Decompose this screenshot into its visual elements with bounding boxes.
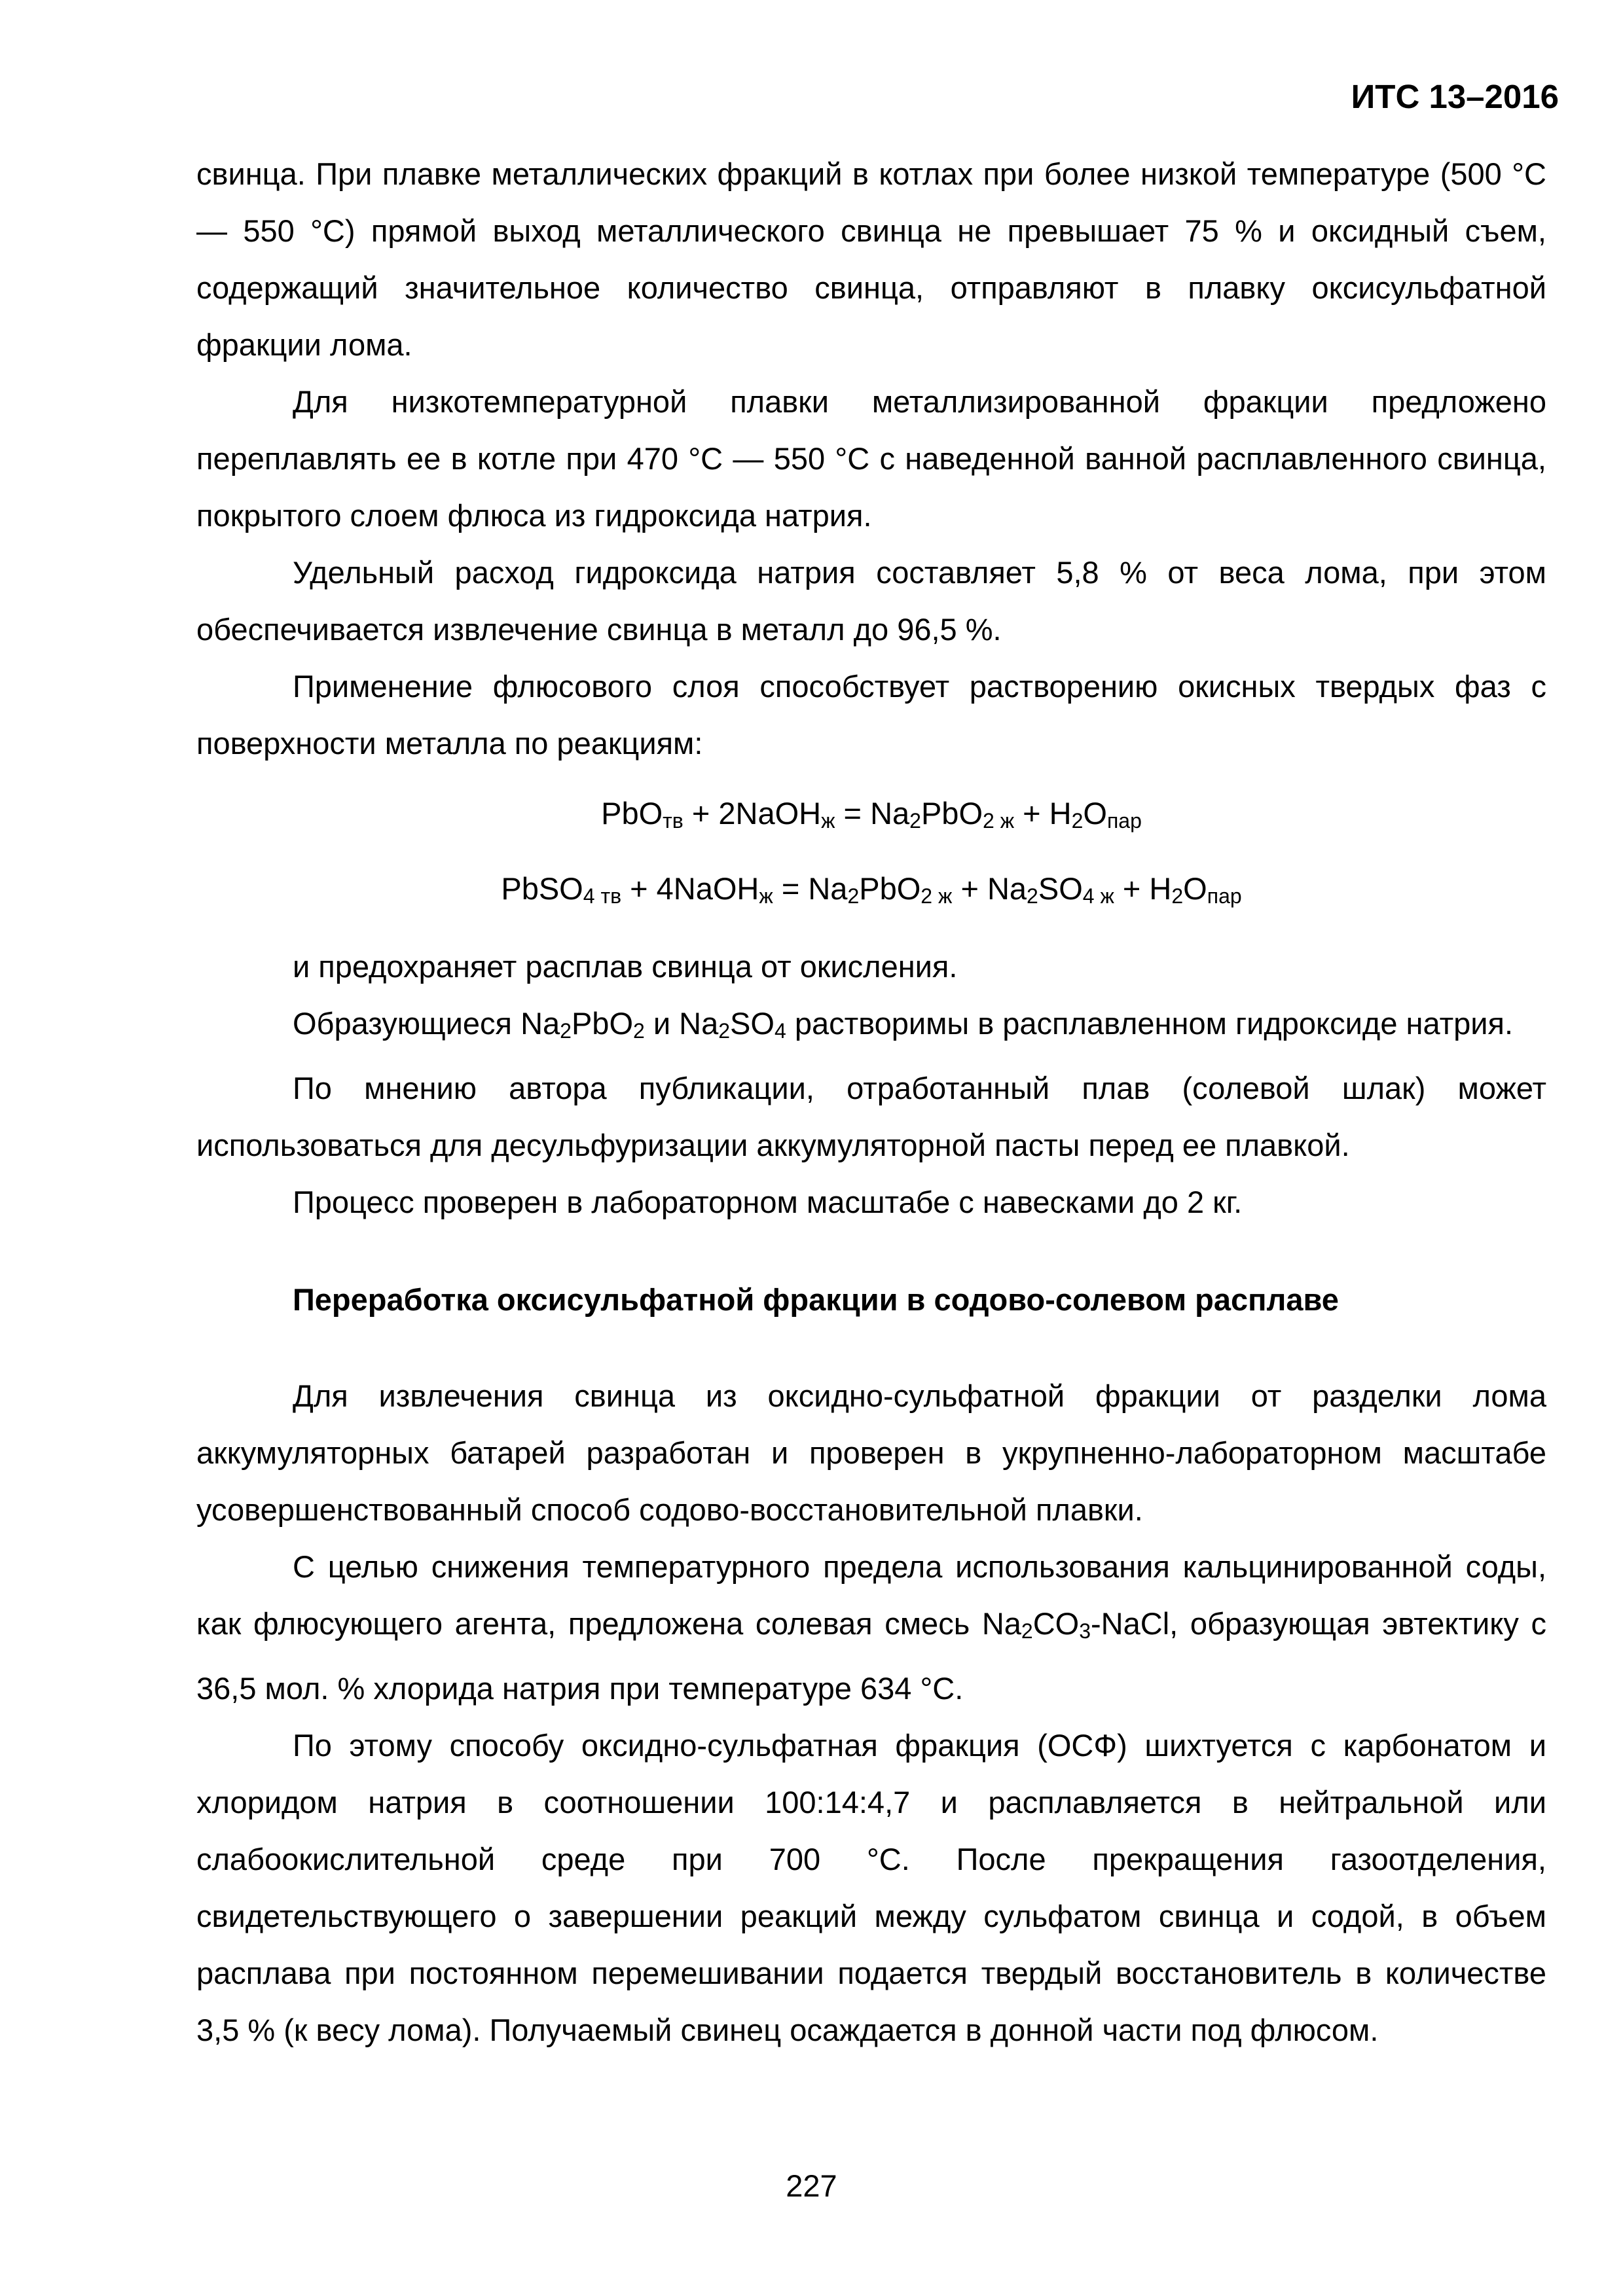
paragraph-10: С целью снижения температурного предела использования кальцинированной соды, как флюсующего агента, предложена солевая смесь Na2CO3-NaCl, образующая эвтектику с 36,5 мол. % хлорида натрия при температуре 634 °С.	[196, 1549, 1546, 1706]
page-body	[196, 145, 1546, 2058]
equation-2: PbSO4 тв + 4NaOHж = Na2PbO2 ж + Na2SO4 ж + H2Oпар	[501, 871, 1242, 908]
paragraph-9: Для извлечения свинца из оксидно-сульфатной фракции от разделки лома аккумуляторных батарей разработан и проверен в укрупненно-лабораторном масштабе усовершенствованный способ содово-восстановительной плавки.	[196, 1378, 1546, 1527]
page-number: 227	[786, 2168, 837, 2203]
paragraph-5: и предохраняет расплав свинца от окисления.	[293, 949, 958, 984]
section-heading: Переработка оксисульфатной фракции в содово-солевом расплаве	[293, 1282, 1339, 1317]
paragraph-2: Для низкотемпературной плавки металлизированной фракции предложено переплавлять ее в котле при 470 °С — 550 °С с наведенной ванной расплавленного свинца, покрытого слоем флюса из гидроксида натрия.	[196, 384, 1546, 533]
equation-1: PbOтв + 2NaOHж = Na2PbO2 ж + H2Oпар	[601, 796, 1142, 833]
paragraph-11: По этому способу оксидно-сульфатная фракция (ОСФ) шихтуется с карбонатом и хлоридом натрия в соотношении 100:14:4,7 и расплавляется в нейтральной или слабоокислительной среде при 700 °С. После прекращения газоотделения, свидетельствующего о завершении реакций между сульфатом свинца и содой, в объем расплава при постоянном перемешивании подается твердый восстановитель в количестве 3,5 % (к весу лома). Получаемый свинец осаждается в донной части под флюсом.	[196, 1728, 1546, 2047]
paragraph-7: По мнению автора публикации, отработанный плав (солевой шлак) может использоваться для десульфуризации аккумуляторной пасты перед ее плавкой.	[196, 1071, 1546, 1162]
paragraph-6: Образующиеся Na2PbO2 и Na2SO4 растворимы в расплавленном гидроксиде натрия.	[293, 1006, 1514, 1043]
paragraph-1: свинца. При плавке металлических фракций в котлах при более низкой температуре (500 °С — 550 °С) прямой выход металлического свинца не превышает 75 % и оксидный съем, содержащий значительное количество свинца, отправляют в плавку оксисульфатной фракции лома.	[196, 156, 1546, 362]
document-code-header: ИТС 13–2016	[1351, 78, 1559, 115]
paragraph-4: Применение флюсового слоя способствует растворению окисных твердых фаз с поверхности металла по реакциям:	[196, 669, 1546, 761]
paragraph-8: Процесс проверен в лабораторном масштабе с навесками до 2 кг.	[293, 1185, 1243, 1219]
paragraph-3: Удельный расход гидроксида натрия составляет 5,8 % от веса лома, при этом обеспечивается извлечение свинца в металл до 96,5 %.	[196, 555, 1546, 647]
